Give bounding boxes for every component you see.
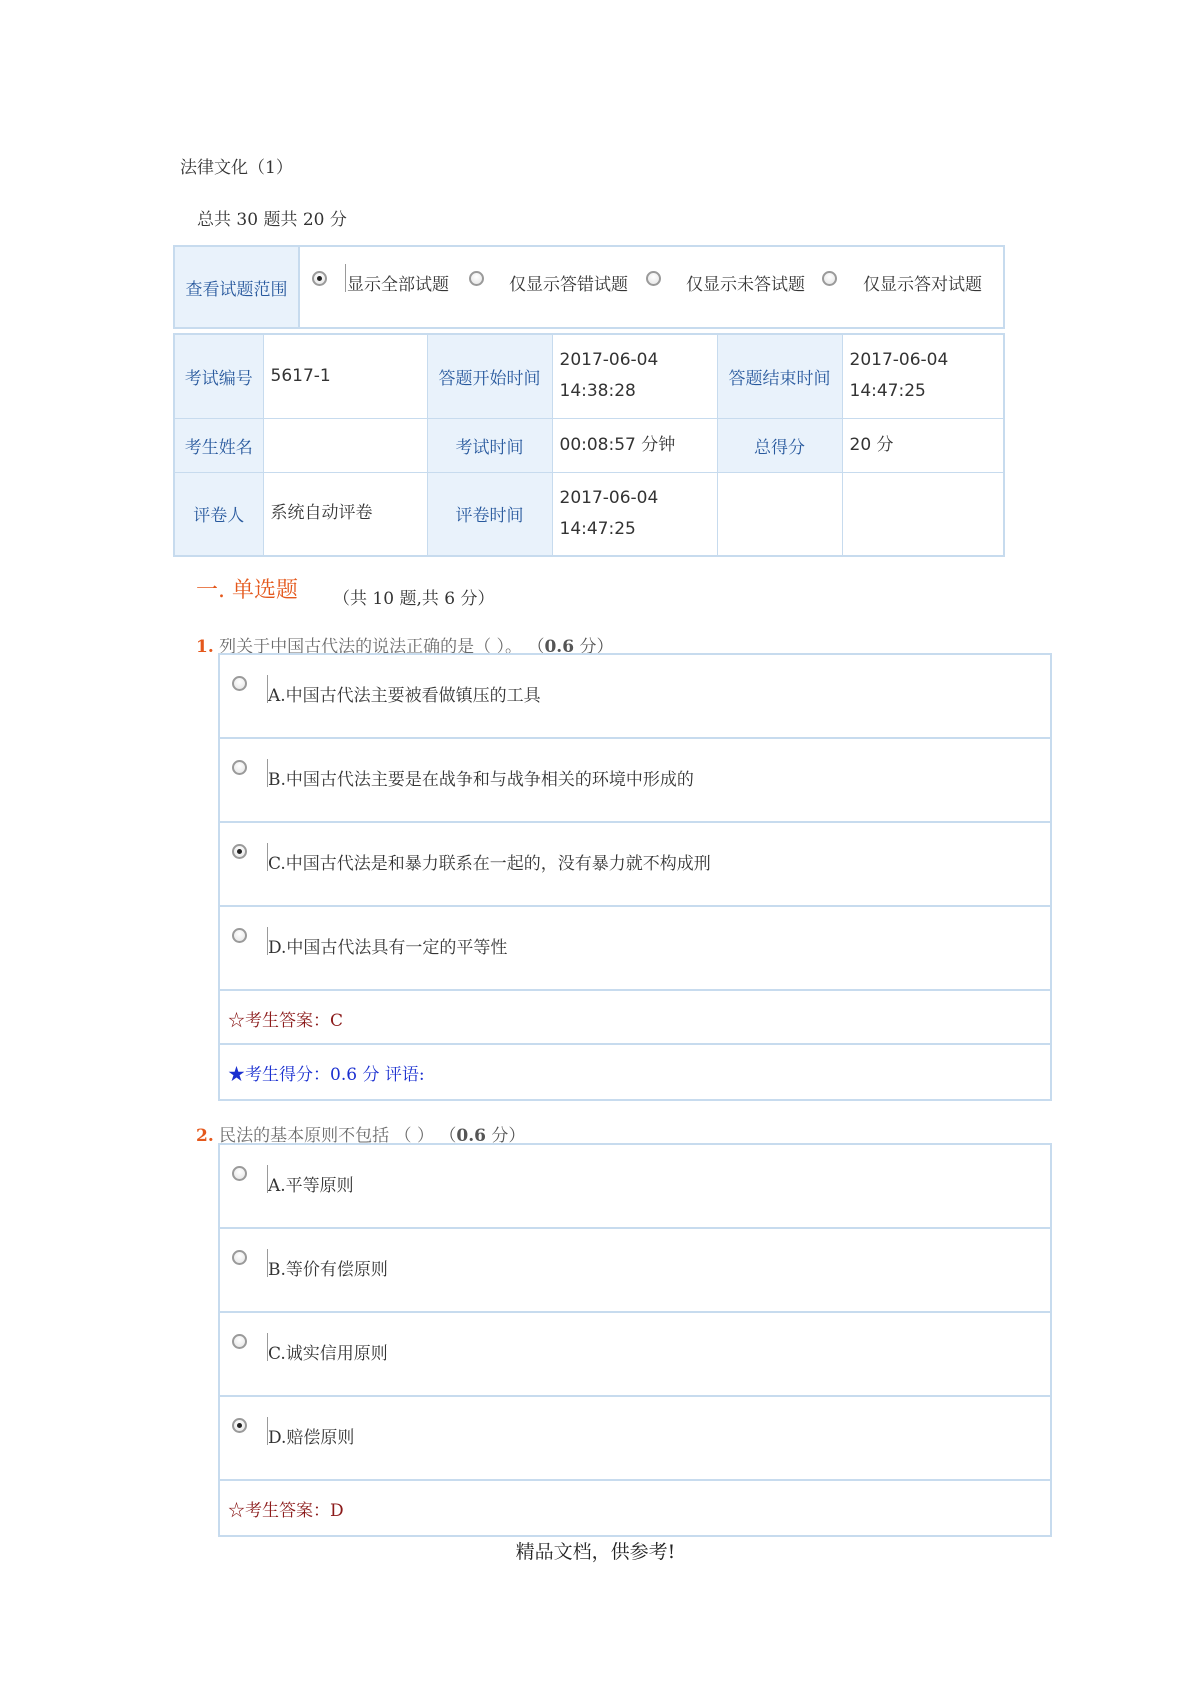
option-radio-selected[interactable] <box>232 1418 247 1433</box>
grade-clock: 14:47:25 <box>559 518 636 539</box>
student-answer: ☆考生答案：D <box>228 1501 344 1521</box>
option-row[interactable] <box>220 655 1050 739</box>
empty-cell <box>842 472 1004 556</box>
option-text: A.中国古代法主要被看做镇压的工具 <box>268 686 541 706</box>
scope-option-wrong[interactable]: 仅显示答错试题 <box>509 275 628 295</box>
question-number: 1. <box>196 637 214 657</box>
option-radio[interactable] <box>232 1334 247 1349</box>
page-title: 法律文化（1） <box>180 158 293 178</box>
exam-info-table <box>173 333 1005 557</box>
question-1-box <box>218 653 1052 1101</box>
option-radio[interactable] <box>232 1250 247 1265</box>
grade-time-value <box>552 472 717 556</box>
question-2-box <box>218 1143 1052 1537</box>
scope-option-correct[interactable]: 仅显示答对试题 <box>863 275 982 295</box>
section-title: 一. 单选题 <box>196 578 298 603</box>
student-answer: ☆考生答案：C <box>228 1011 344 1031</box>
grader-label: 评卷人 <box>174 472 263 556</box>
end-clock: 14:47:25 <box>849 381 926 402</box>
info-row <box>174 418 1004 472</box>
scope-option-unanswered[interactable]: 仅显示未答试题 <box>686 275 805 295</box>
page-footer: 精品文档，供参考! <box>515 1541 676 1563</box>
option-radio[interactable] <box>232 676 247 691</box>
start-clock: 14:38:28 <box>559 381 636 402</box>
option-row[interactable] <box>220 1397 1050 1481</box>
exam-no-label: 考试编号 <box>174 334 263 418</box>
option-text: A.平等原则 <box>268 1176 354 1196</box>
total-score-label: 总得分 <box>717 418 842 472</box>
text-caret <box>345 264 346 292</box>
student-score-row <box>220 1045 1050 1099</box>
option-row[interactable] <box>220 907 1050 991</box>
section-subtitle: （共 10 题,共 6 分） <box>333 589 495 609</box>
question-number: 2. <box>196 1126 214 1146</box>
scope-options <box>300 247 1003 327</box>
option-row[interactable] <box>220 1313 1050 1397</box>
question-text: 民法的基本原则不包括 （ ） <box>219 1126 434 1146</box>
empty-cell <box>717 472 842 556</box>
grader-value: 系统自动评卷 <box>263 472 427 556</box>
scope-radio-correct[interactable] <box>822 271 837 286</box>
start-time-value <box>552 334 717 418</box>
exam-no-value: 5617-1 <box>263 334 427 418</box>
option-radio[interactable] <box>232 928 247 943</box>
question-points: （0.6 分） <box>439 1126 526 1146</box>
student-answer-row <box>220 991 1050 1045</box>
total-score-value: 20 分 <box>842 418 1004 472</box>
scope-option-all[interactable]: 显示全部试题 <box>347 275 449 295</box>
scope-filter <box>173 245 1005 329</box>
info-row <box>174 334 1004 418</box>
option-row[interactable] <box>220 823 1050 907</box>
scope-radio-wrong[interactable] <box>469 271 484 286</box>
duration-value: 00:08:57 分钟 <box>552 418 717 472</box>
option-text: D.中国古代法具有一定的平等性 <box>268 938 508 958</box>
student-score: ★考生得分：0.6 分 评语: <box>228 1065 425 1085</box>
name-label: 考生姓名 <box>174 418 263 472</box>
option-row[interactable] <box>220 739 1050 823</box>
name-value <box>263 418 427 472</box>
info-row <box>174 472 1004 556</box>
exam-summary: 总共 30 题共 20 分 <box>197 210 347 230</box>
scope-label: 查看试题范围 <box>175 247 300 327</box>
start-date: 2017-06-04 <box>559 350 659 371</box>
option-text: C.中国古代法是和暴力联系在一起的，没有暴力就不构成刑 <box>268 854 711 874</box>
option-text: B.中国古代法主要是在战争和与战争相关的环境中形成的 <box>268 770 694 790</box>
option-row[interactable] <box>220 1229 1050 1313</box>
option-text: C.诚实信用原则 <box>268 1344 388 1364</box>
student-answer-row <box>220 1481 1050 1535</box>
scope-radio-unanswered[interactable] <box>646 271 661 286</box>
scope-radio-all[interactable] <box>312 271 327 286</box>
start-time-label: 答题开始时间 <box>427 334 552 418</box>
duration-label: 考试时间 <box>427 418 552 472</box>
end-date: 2017-06-04 <box>849 350 949 371</box>
option-text: B.等价有偿原则 <box>268 1260 388 1280</box>
question-text: 列关于中国古代法的说法正确的是（ ）。 <box>219 637 523 657</box>
option-radio[interactable] <box>232 760 247 775</box>
option-radio[interactable] <box>232 1166 247 1181</box>
end-time-label: 答题结束时间 <box>717 334 842 418</box>
option-radio-selected[interactable] <box>232 844 247 859</box>
grade-time-label: 评卷时间 <box>427 472 552 556</box>
option-text: D.赔偿原则 <box>268 1428 355 1448</box>
question-points: （0.6 分） <box>527 637 614 657</box>
option-row[interactable] <box>220 1145 1050 1229</box>
end-time-value <box>842 334 1004 418</box>
grade-date: 2017-06-04 <box>559 487 659 508</box>
